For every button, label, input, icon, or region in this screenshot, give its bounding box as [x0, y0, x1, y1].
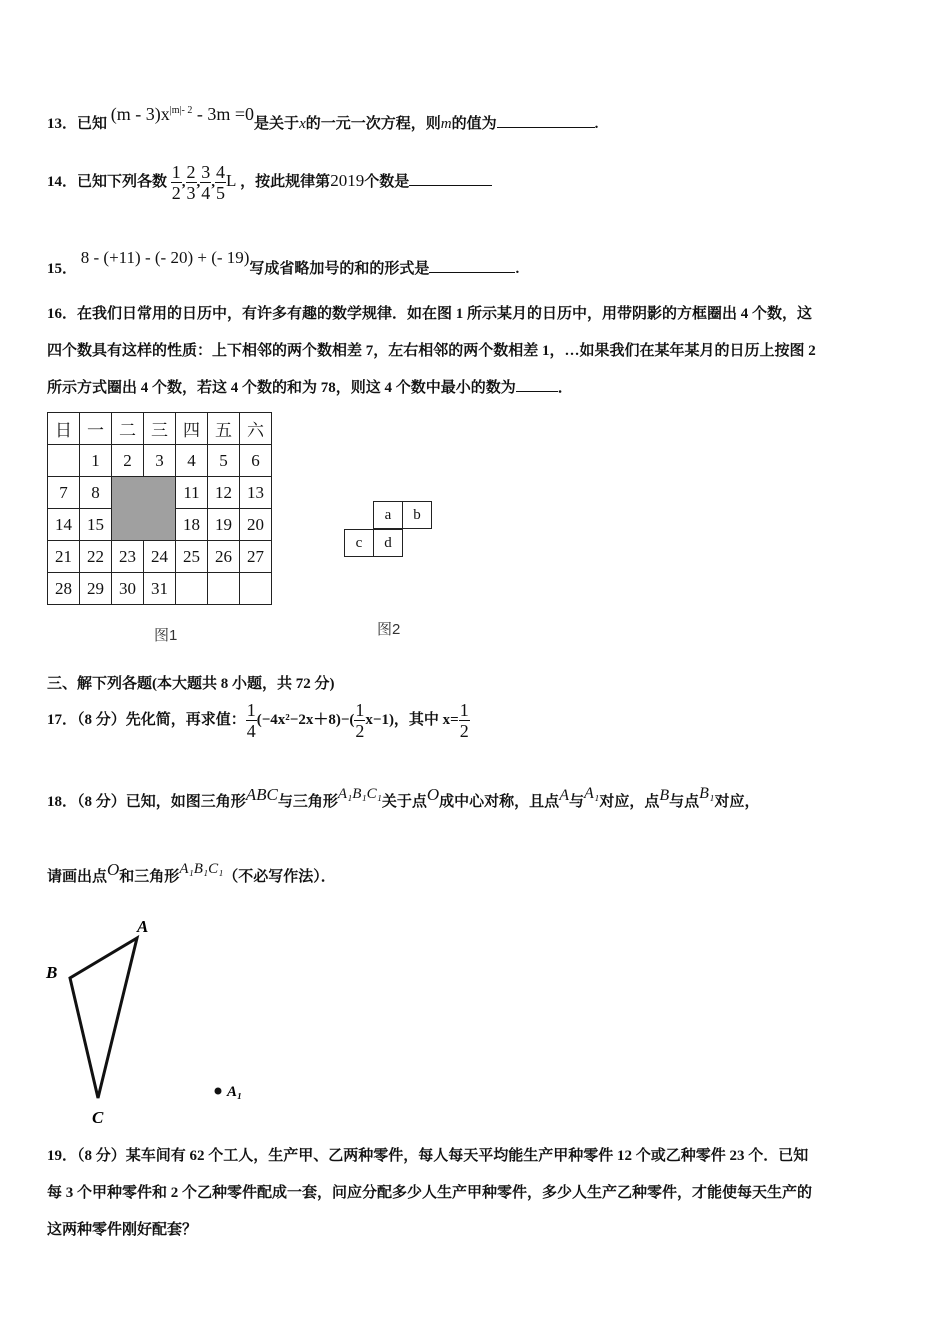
fig2-cell-d: d [373, 529, 403, 557]
q17-frac-1: $\frac{1}{4}$ [246, 700, 256, 741]
q16-answer-blank[interactable] [516, 391, 558, 392]
q13-answer-blank[interactable] [497, 127, 595, 128]
question-16: 16．在我们日常用的日历中，有许多有趣的数学规律．如在图 1 所示某月的日历中，用带阴影的方框圈出 4 个数，这 四个数具有这样的性质：上下相邻的两个数相差 7，左右相邻的两个数相差 1，…如果我们在某年某月的日历上按图 2 所示方式圈出 4 个数，若这 4 个数的和为 78，则这 4 个数中最小的数为 ． [47, 306, 816, 396]
calendar-cell [240, 573, 272, 605]
question-15: 15． 8 - (+11) - (- 20) + (- 19)写成省略加号的和的形式是 . [47, 248, 520, 277]
calendar-header-cell: 一 [80, 413, 112, 445]
q14-frac-2: $\frac{2}{3}$ [186, 162, 196, 203]
calendar-cell: 1 [80, 445, 112, 477]
question-19: 19．（8 分）某车间有 62 个工人，生产甲、乙两种零件，每人每天平均能生产甲种零件 12 个或乙种零件 23 个．已知 每 3 个甲种零件和 2 个乙种零件配成一套，问应分配多少人生产甲种零件，多少人生产乙种零件，才能使每天生产的 这两种零件刚好配套？ [47, 1148, 813, 1238]
calendar-cell [48, 445, 80, 477]
calendar-cell [176, 573, 208, 605]
calendar-header-cell: 三 [144, 413, 176, 445]
question-13: 13．已知 $(m - 3)x^{|m|- 2} - 3m =0$是关于x的一元一次方程，则m的值为 . [47, 104, 599, 132]
q13-pre: 已知 [77, 116, 108, 132]
triangle-figure [40, 910, 300, 1135]
calendar-cell: 6 [240, 445, 272, 477]
question-18-line-2: 请画出点O和三角形A₁B₁C₁（不必写作法）． [47, 860, 336, 885]
calendar-cell: 31 [144, 573, 176, 605]
q15-answer-blank[interactable] [429, 272, 515, 273]
fig2-cell-c: c [344, 529, 374, 557]
calendar-cell: 30 [112, 573, 144, 605]
calendar-cell: 15 [80, 509, 112, 541]
calendar-header-cell: 日 [48, 413, 80, 445]
calendar-row [48, 573, 272, 605]
fig2-cell-a: a [373, 501, 403, 529]
calendar-cell: 25 [176, 541, 208, 573]
calendar-header-cell: 六 [240, 413, 272, 445]
question-18: 18．（8 分）已知，如图三角形ABC与三角形A₁B₁C₁关于点O成中心对称，且点A与A₁对应，点B与点B₁对应， [47, 785, 760, 810]
calendar-header-row [48, 413, 272, 445]
calendar-figure-1 [47, 412, 272, 605]
label-c: C [92, 1108, 104, 1127]
q14-answer-blank[interactable] [409, 185, 492, 186]
calendar-cell: 28 [48, 573, 80, 605]
q17-frac-3: $\frac{1}{2}$ [459, 700, 469, 741]
calendar-cell: 29 [80, 573, 112, 605]
calendar-cell: 11 [176, 477, 208, 509]
calendar-cell: 19 [208, 509, 240, 541]
calendar-cell: 14 [48, 509, 80, 541]
question-17: 17．（8 分）先化简，再求值： $\frac{1}{4}$ (−4x²−2x＋8)−( $\frac{1}{2}$ x−1)，其中 x= $\frac{1}{2}$ [47, 700, 469, 741]
calendar-row [48, 445, 272, 477]
q14-frac-4: $\frac{4}{5}$ [216, 162, 226, 203]
fig2-cell-b: b [402, 501, 432, 529]
q14-frac-3: $\frac{3}{4}$ [201, 162, 211, 203]
calendar-header-cell: 四 [176, 413, 208, 445]
calendar-cell: 21 [48, 541, 80, 573]
point-a1 [215, 1088, 222, 1095]
calendar-cell: 13 [240, 477, 272, 509]
question-14: 14．已知下列各数 $\frac{1}{2}$ , $\frac{2}{3}$ , $\frac{3}{4}$ , $\frac{4}{5}$ L ，按此规律第2019个数是 [47, 162, 492, 203]
label-b: B [46, 963, 58, 982]
triangle-abc [70, 938, 137, 1098]
figure-2-caption: 图2 [377, 621, 401, 638]
q14-frac-1: $\frac{1}{2}$ [171, 162, 181, 203]
label-a: A [137, 917, 149, 936]
calendar-cell: 12 [208, 477, 240, 509]
calendar-cell: 2 [112, 445, 144, 477]
q15-expression: 8 - (+11) - (- 20) + (- 19) [80, 248, 250, 267]
calendar-cell: 24 [144, 541, 176, 573]
calendar-cell: 5 [208, 445, 240, 477]
label-a1: A₁ [227, 1084, 243, 1100]
calendar-cell: 23 [112, 541, 144, 573]
calendar-cell: 7 [48, 477, 80, 509]
q13-equation: $(m - 3)x^{|m|- 2} - 3m =0$ [110, 104, 255, 124]
q13-number: 13． [47, 116, 78, 132]
calendar-cell: 20 [240, 509, 272, 541]
section-3-heading: 三、解下列各题(本大题共 8 小题，共 72 分) [47, 676, 335, 692]
q17-frac-2: $\frac{1}{2}$ [355, 700, 365, 741]
calendar-cell: 8 [80, 477, 112, 509]
calendar-header-cell: 二 [112, 413, 144, 445]
calendar-cell: 26 [208, 541, 240, 573]
calendar-header-cell: 五 [208, 413, 240, 445]
calendar-cell: 27 [240, 541, 272, 573]
calendar-cell: 4 [176, 445, 208, 477]
calendar-cell: 18 [176, 509, 208, 541]
calendar-cell: 22 [80, 541, 112, 573]
figure-1-caption: 图1 [154, 627, 178, 644]
calendar-cell: 3 [144, 445, 176, 477]
calendar-row [48, 541, 272, 573]
q13-mid: 是关于 [254, 116, 300, 132]
calendar-row [48, 477, 272, 509]
shaded-box [112, 477, 176, 541]
calendar-cell [208, 573, 240, 605]
